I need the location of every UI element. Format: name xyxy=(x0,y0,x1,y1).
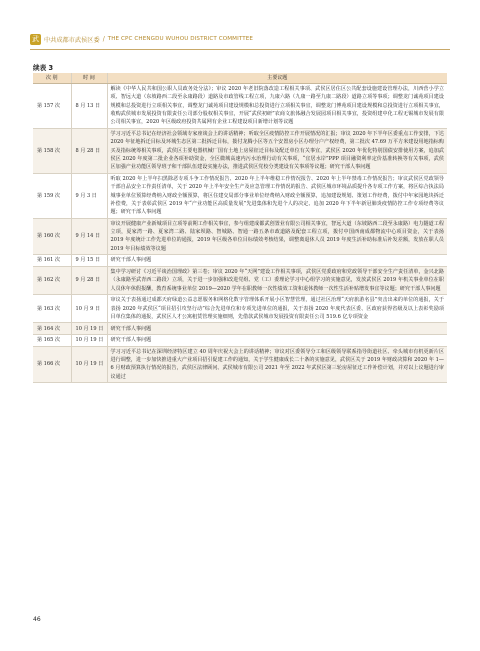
table-row xyxy=(33,128,447,173)
column-header-subject: 主要议题 xyxy=(107,73,447,84)
session-number: 第 161 次 xyxy=(33,255,71,267)
session-number: 第 160 次 xyxy=(33,218,71,255)
meeting-subject: 审议关于表扬通过成都天府绿道公益志愿服务和网格化数字管理体系开展小区智慧管理，通过社区治理“天府旅游名县”突击出来的单位的通报，关于表扬 2020 年武侯区“项目招引攻坚行动”综合先进单位和专项先进单位的通报，关于表扬 2020 年度代表区委、区政府获得省级及以上表彰奖励项目单位集体的通报，武侯区人才公寓租赁管理实施细则，先借款武侯城市发展投资有限责任公司 519.6 亿专项资金 xyxy=(107,295,447,323)
column-header-date: 时 间 xyxy=(71,73,107,84)
session-number: 第 158 次 xyxy=(33,128,71,173)
page-number: 46 xyxy=(33,616,41,623)
session-number: 第 163 次 xyxy=(33,295,71,323)
header-title-en: THE CPC CHENGDU WUHOU DISTRICT COMMITTEE xyxy=(107,36,254,42)
meeting-subject: 研究干部人事问题 xyxy=(107,335,447,347)
table-row xyxy=(33,346,447,383)
table-row xyxy=(33,218,447,255)
meetings-table xyxy=(33,73,447,383)
header-title-cn: 中共成都市武侯区委 xyxy=(44,36,100,44)
meeting-subject: 审议开展健康产业新城项目立项等前期工作相关事宜，参与组建成都武创置业有限公司相关事宜，智远大道（东坡路西二段至永康路）电力隧道工程立项，夏家湾一路、夏家湾二路、陆家坝路、智城路、智通一路五条市政道路及配套工程立项，拨付中国西南成都物流中心项目资金，关于表扬 2019 年度统计工作先进单位的通报，2019 年区级各单位目标绩效考核结果，调整离退休人员 2019 年度生活补助标准后补发差额，发放在职人员 2019 年目标绩效等议题 xyxy=(107,218,447,255)
meeting-subject: 学习习近平总书记在经济社会领域专家座谈会上的讲话精神；听取全区疫情防控工作开展情况的汇报；审议 2020 年下半年区委重点工作安排，下达 2020 年征地拆迁目标及环城生态区第二批拆迁目标，拨付龙腾小区等五个安置房小区办理分户产权经费，第二批次 47.69 万平方米建设用地指标购买及指标统筹相关事项，武侯区主要电器机械厂国有土地上房屋征迁目标及配迁单位有关事宜，武侯区 2020 年优化特别国债安排使用方案，追加武侯区 2020 年度第二批企业各项补助资金，全区微城高速内污水治理行动有关事项，“宜居水岸”PPP 项目融资利率定价基准转换等有关事项，武侯区加强产业功能区领导班子和干部队伍建设实施办法，推进武侯区党校分类建设有关事项等议题；研究干部人事问题 xyxy=(107,128,447,173)
meeting-subject: 集中学习研讨《习近平谈治国理政》第三卷；审议 2020 年“天网”建设工作相关事项，武侯区党委政府和党政领导干部安全生产责任清单，金兴北路（永康路至武青西二路段）立项，关于进一步加强和改进党组、党（工）委理论学习中心组学习的实施意见，发放武侯区 2019 年机关事业单位在职人员休年休假报酬，教育系统事业单位 2019—2020 学年在职教师一次性绩效工资和退休教师一次性生活补贴增发事宜等议题；研究干部人事问题 xyxy=(107,266,447,294)
district-logo: 武 xyxy=(32,35,39,43)
meeting-date: 8 月 28 日 xyxy=(71,128,107,173)
meeting-date: 9 月 15 日 xyxy=(71,255,107,267)
session-number: 第 164 次 xyxy=(33,323,71,335)
table-row xyxy=(33,295,447,323)
session-number: 第 159 次 xyxy=(33,173,71,218)
session-number: 第 162 次 xyxy=(33,266,71,294)
table-row xyxy=(33,266,447,294)
meeting-subject: 研究干部人事问题 xyxy=(107,255,447,267)
header-divider xyxy=(30,49,450,50)
meeting-date: 9 月 28 日 xyxy=(71,266,107,294)
table-row xyxy=(33,323,447,335)
table-row xyxy=(33,335,447,347)
meeting-date: 10 月 19 日 xyxy=(71,323,107,335)
session-number: 第 165 次 xyxy=(33,335,71,347)
section-title: 续表 3 xyxy=(33,64,54,72)
header-separator: / xyxy=(102,35,105,43)
meeting-subject: 研究干部人事问题 xyxy=(107,323,447,335)
table-row xyxy=(33,173,447,218)
meeting-date: 9 月 3 日 xyxy=(71,173,107,218)
meeting-date: 10 月 19 日 xyxy=(71,346,107,383)
meeting-subject: 学习习近平总书记在深圳经济特区建立 40 周年庆祝大会上的讲话精神；审议对区委领导分工和区级领导联系指导街道社区、牵头城市有机更新片区进行调整，进一步加快推进重大产业项目招引促建工作的通知，关于学生健康成长二十条的实施意见，武侯区关于 2019 年财政决算和 2020 年 1—6 月财政预算执行情况的报告，武侯区法律顾问、武侯城市有限公司 2021 年至 2022 年武侯区第三轮房屋征迁工作补偿计划，并对以上议题进行审议通过 xyxy=(107,346,447,383)
table-row xyxy=(33,84,447,129)
session-number: 第 157 次 xyxy=(33,84,71,129)
table-header-row xyxy=(33,73,447,84)
meeting-date: 8 月 13 日 xyxy=(71,84,107,129)
meeting-date: 9 月 14 日 xyxy=(71,218,107,255)
column-header-session: 次 别 xyxy=(33,73,71,84)
table-row xyxy=(33,255,447,267)
session-number: 第 166 次 xyxy=(33,346,71,383)
meeting-subject: 听取 2020 年上半年扫黑除恶专项斗争工作情况报告、2020 年上半年维稳工作情况报告、2020 年上半年禁毒工作情况报告；审议武侯区党政领导干部自品安全工作责任清单，关于 2020 年上半年安全生产及应急管理工作情况的报告、武侯区城市环境品质提升各专项工作方案，将区综合执法局城事业单位预算经费纳入财政全额预算，将区住建交局部分事业单位经费纳入财政全额预算，追加建设规划、策划工作经费，拨付中年家园地块拆迁补偿费，关于表彰武侯区 2019 年“产业功能区高质量发展”先进集体和先进个人的决定、追加 2020 年下半年新冠肺炎疫情防控工作专项经费等议题；研究干部人事问题 xyxy=(107,173,447,218)
meeting-date: 10 月 19 日 xyxy=(71,335,107,347)
meeting-subject: 解读《中华人民共和国公职人员政务处分法》；审议 2020 年老旧院落改造工程相关事项、武侯区居住区公共配套设施建设管理办法，川西营小学立项、智远大道（东坡路西二段至永康路段）道路及市政管线工程立项，九康六路（九康一路至九康二路段）道路立项等事项；调整龙门诚苑项目建设规模和总投资进行立项相关事宜，调整龙门诚苑项目建设规模和总投资进行立项相关事宜，调整龙门博苑项目建设规模和总投资进行立项相关事宜，收购武侯城市发展投资有限责任公司部分股权相关事宜，开展“武侯初研”农商文旅体融合发展园项目相关事宜，投资组建中化工程无锡城市发展有限公司相关事宜，2020 年区级政府投资共属网有企业工程建设项目新增计划等议题 xyxy=(107,84,447,129)
meeting-date: 10 月 9 日 xyxy=(71,295,107,323)
page-header xyxy=(30,32,450,46)
